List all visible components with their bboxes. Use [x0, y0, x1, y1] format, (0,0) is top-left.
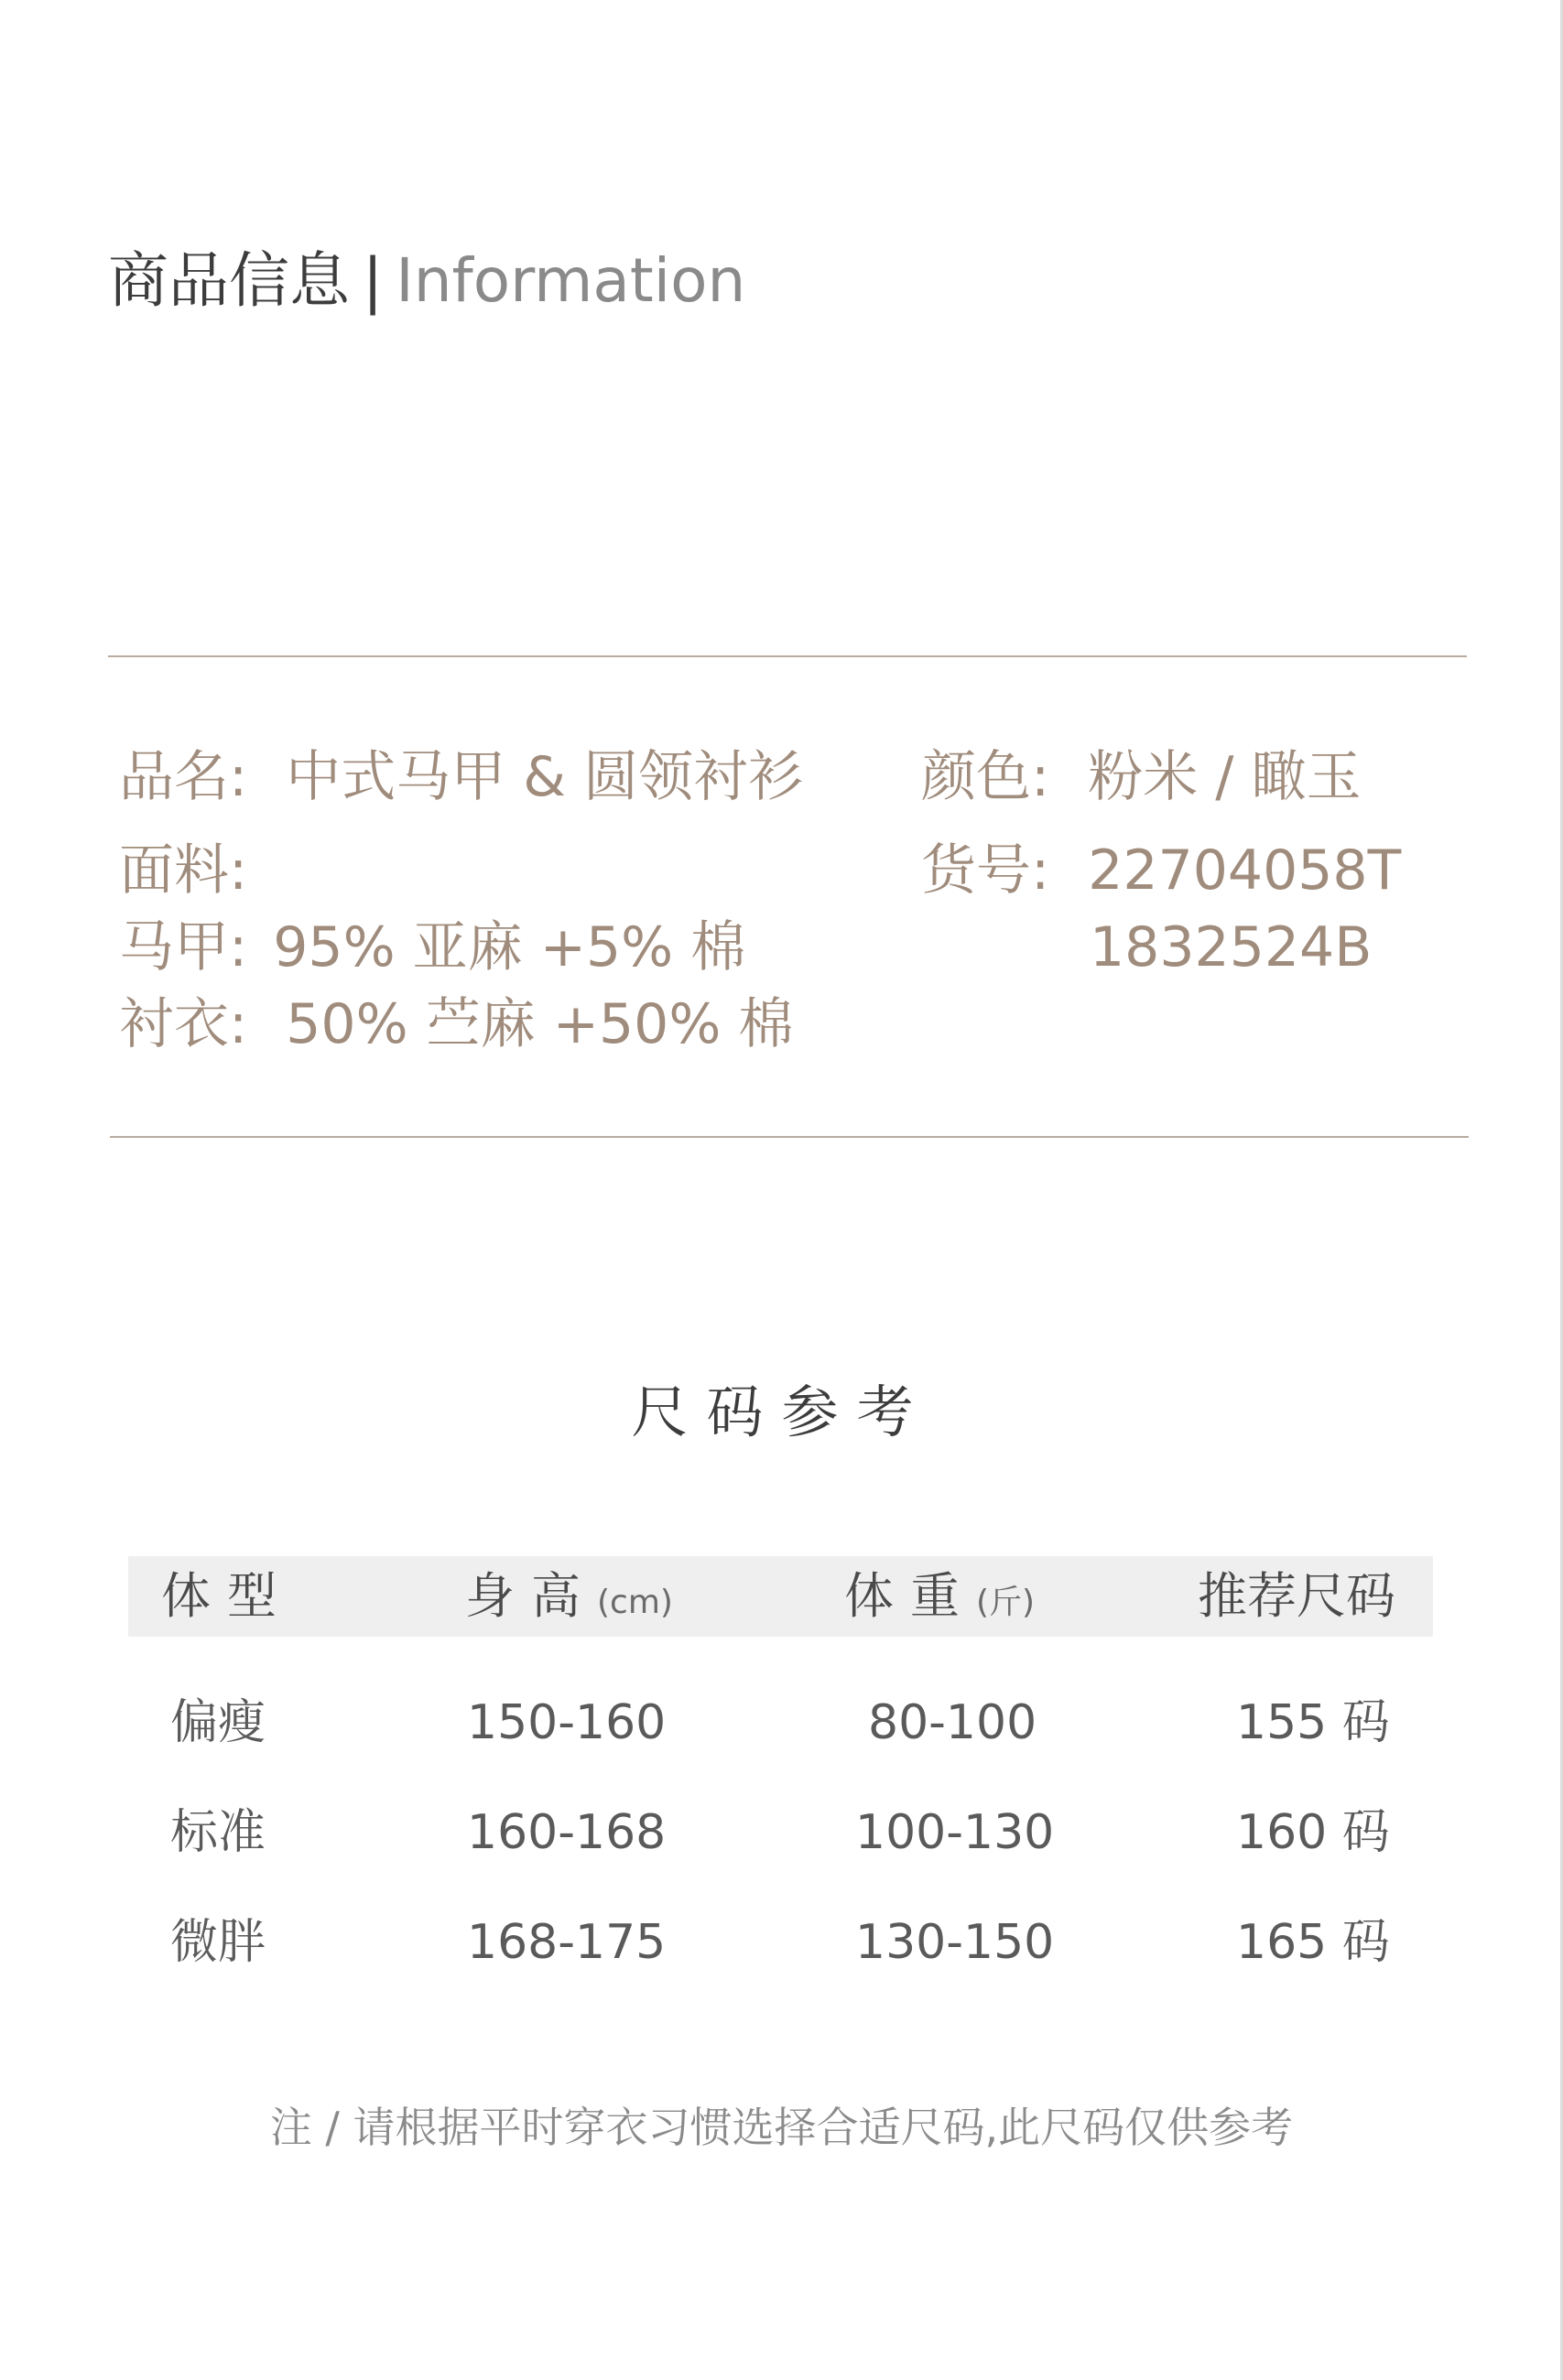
vest-fabric-line — [119, 910, 745, 985]
shirt-fabric-value: 50% 苎麻 +50% 棉 — [286, 992, 794, 1056]
fabric-label: 面料: — [119, 838, 248, 903]
header-height-unit: (cm) — [597, 1584, 673, 1621]
row-size: 165 码 — [1236, 1915, 1390, 1970]
header-separator: | — [363, 245, 384, 316]
header-weight — [844, 1556, 1035, 1643]
row-height: 160-168 — [467, 1805, 667, 1860]
header-body-type: 体型 — [161, 1567, 293, 1625]
row-body-type: 微胖 — [170, 1915, 266, 1970]
row-weight: 100-130 — [855, 1805, 1055, 1860]
color-value: 粉米 / 瞰玉 — [1088, 745, 1362, 809]
vest-fabric-value: 95% 亚麻 +5% 棉 — [273, 915, 746, 979]
header-height-label: 身高 — [465, 1567, 597, 1625]
size-chart-note: 注 / 请根据平时穿衣习惯选择合适尺码,此尺码仅供参考 — [269, 2103, 1294, 2152]
sku-line-2 — [1090, 910, 1372, 985]
header-title-cn: 商品信息 — [108, 245, 350, 316]
product-name-label: 品名: — [119, 745, 248, 809]
header-weight-label: 体重 — [844, 1567, 976, 1625]
fabric-label-line — [119, 833, 247, 908]
row-weight: 130-150 — [855, 1915, 1055, 1970]
sku-value-1: 22704058T — [1088, 838, 1402, 903]
sku-line — [921, 833, 1401, 908]
header-title-en: Information — [396, 245, 746, 316]
color-line — [921, 740, 1362, 815]
row-body-type: 偏瘦 — [170, 1695, 266, 1750]
row-height: 150-160 — [467, 1695, 667, 1750]
vest-label: 马甲: — [119, 915, 248, 979]
sku-label: 货号: — [921, 838, 1050, 903]
size-chart-title: 尺码参考 — [631, 1379, 932, 1445]
row-weight: 80-100 — [868, 1695, 1037, 1750]
row-size: 160 码 — [1236, 1805, 1390, 1860]
product-name-line — [119, 740, 803, 815]
header-height — [465, 1556, 673, 1643]
sku-value-2: 1832524B — [1090, 915, 1373, 979]
row-body-type: 标准 — [170, 1805, 266, 1860]
info-top-divider — [108, 655, 1467, 657]
row-size: 155 码 — [1236, 1695, 1390, 1750]
product-name-value: 中式马甲 & 圆领衬衫 — [286, 745, 804, 809]
info-bottom-divider — [110, 1136, 1469, 1138]
shirt-label: 衬衣: — [119, 992, 248, 1056]
color-label: 颜色: — [921, 745, 1050, 809]
size-table-header — [128, 1556, 1433, 1637]
header-weight-unit: (斤) — [976, 1584, 1036, 1621]
shirt-fabric-line — [119, 987, 793, 1062]
header-recommended-size: 推荐尺码 — [1198, 1567, 1395, 1625]
section-header — [108, 240, 745, 322]
row-height: 168-175 — [467, 1915, 667, 1970]
